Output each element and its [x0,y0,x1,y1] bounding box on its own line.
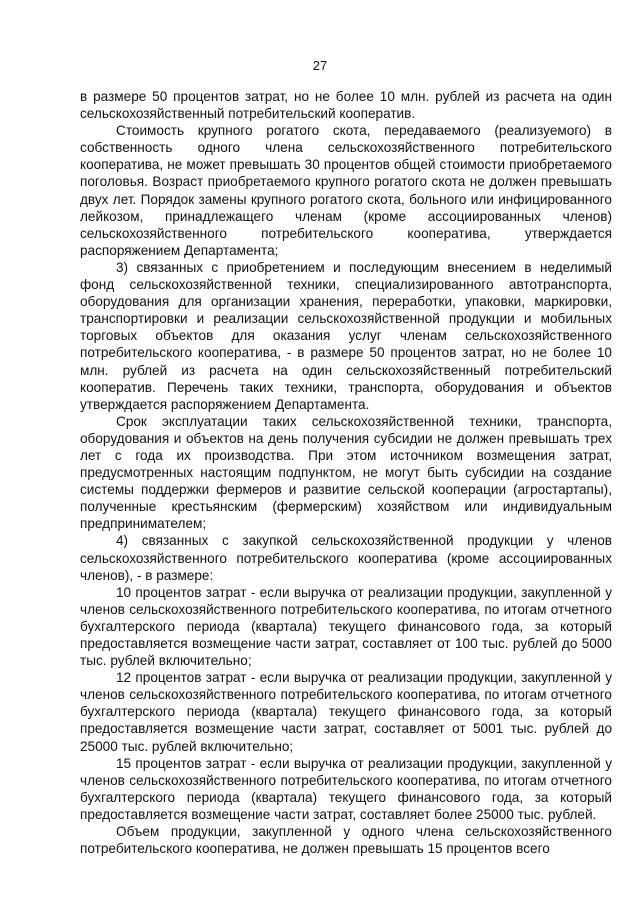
page-number: 27 [312,58,328,73]
paragraph-9: Объем продукции, закупленной у одного члена сельскохозяйственного потребительского кооператива, не должен превышать 15 процентов всего [80,824,612,857]
paragraph-1: в размере 50 процентов затрат, но не более 10 млн. рублей из расчета на один сельскохозяйственный потребительский кооператив. [80,89,612,122]
document-body [80,88,612,857]
paragraph-5: 4) связанных с закупкой сельскохозяйственной продукции у членов сельскохозяйственного потребительского кооператива (кроме ассоциированных членов), - в размере: [80,533,612,583]
paragraph-6: 10 процентов затрат - если выручка от реализации продукции, закупленной у членов сельскохозяйственного потребительского кооператива, по итогам отчетного бухгалтерского периода (квартала) текущего финансового года, за который предоставляется возмещение части затрат, составляет от 100 тыс. рублей до 5000 тыс. рублей включительно; [80,584,612,669]
paragraph-4: Срок эксплуатации таких сельскохозяйственной техники, транспорта, оборудования и объектов на день получения субсидии не должен превышать трех лет с года их производства. При этом источником возмещения затрат, предусмотренных настоящим подпунктом, не могут быть субсидии на создание системы поддержки фермеров и развитие сельской кооперации (агростартапы), полученные крестьянским (фермерским) хозяйством или индивидуальным предпринимателем; [80,413,612,532]
paragraph-3: 3) связанных с приобретением и последующим внесением в неделимый фонд сельскохозяйственной техники, специализированного автотранспорта, оборудования для организации хранения, переработки, упаковки, маркировки, транспортировки и реализации сельскохозяйственной продукции и мобильных торговых объектов для оказания услуг членам сельскохозяйственного потребительского кооператива, - в размере 50 процентов затрат, но не более 10 млн. рублей из расчета на один сельскохозяйственный потребительский кооператив. Перечень таких техники, транспорта, оборудования и объектов утверждается распоряжением Департамента. [80,259,612,412]
paragraph-8: 15 процентов затрат - если выручка от реализации продукции, закупленной у членов сельскохозяйственного потребительского кооператива, по итогам отчетного бухгалтерского периода (квартала) текущего финансового года, за который предоставляется возмещение части затрат, составляет более 25000 тыс. рублей. [80,755,612,822]
paragraph-7: 12 процентов затрат - если выручка от реализации продукции, закупленной у членов сельскохозяйственного потребительского кооператива, по итогам отчетного бухгалтерского периода (квартала) текущего финансового года, за который предоставляется возмещение части затрат, составляет от 5001 тыс. рублей до 25000 тыс. рублей включительно; [80,670,612,754]
paragraph-2: Стоимость крупного рогатого скота, передаваемого (реализуемого) в собственность одного члена сельскохозяйственного потребительского кооператива, не может превышать 30 процентов общей стоимости приобретаемого поголовья. Возраст приобретаемого крупного рогатого скота не должен превышать двух лет. Порядок замены крупного рогатого скота, больного или инфицированного лейкозом, принадлежащего членам (кроме ассоциированных членов) сельскохозяйственного потребительского кооператива, утверждается распоряжением Департамента; [80,123,612,258]
